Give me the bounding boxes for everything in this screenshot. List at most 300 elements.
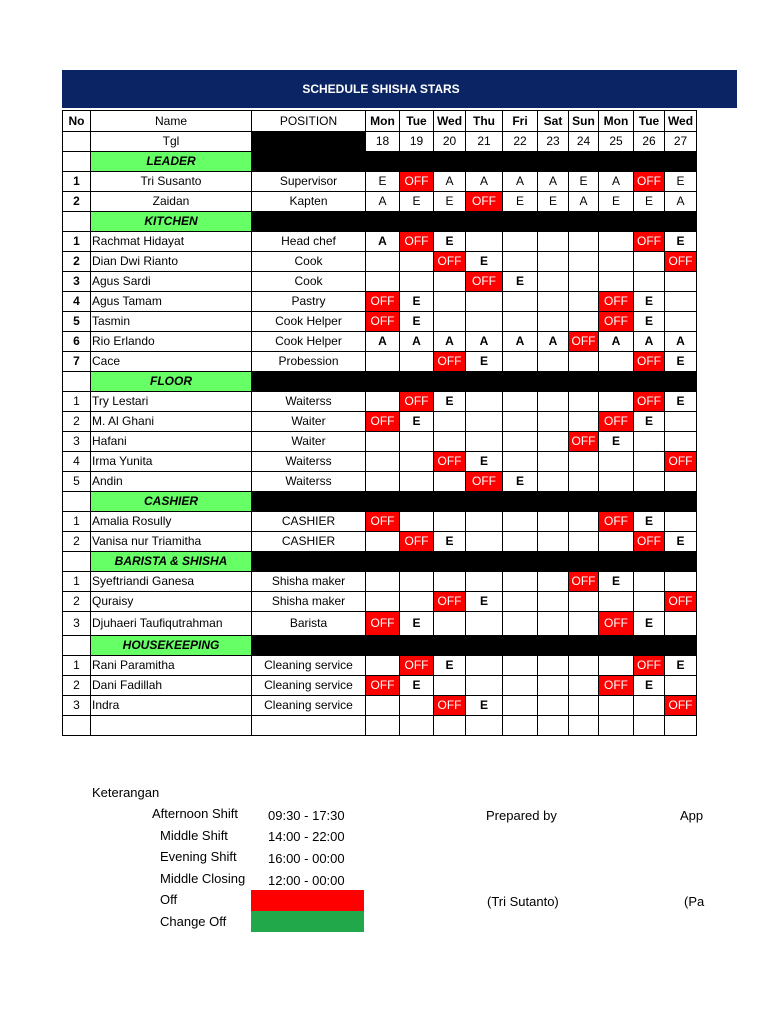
empty-cell [634, 716, 665, 736]
shift-cell [400, 452, 434, 472]
employee-row [63, 656, 697, 676]
shift-cell [466, 392, 503, 412]
empty-cell [466, 716, 503, 736]
shift-cell [366, 352, 400, 372]
shift-cell: OFF [466, 192, 503, 212]
header-day: Sat [538, 111, 569, 132]
employee-name: Tri Susanto [91, 172, 252, 192]
shift-cell: OFF [665, 452, 697, 472]
shift-cell: OFF [466, 472, 503, 492]
shift-cell [434, 272, 466, 292]
shift-cell: E [434, 232, 466, 252]
page-title: SCHEDULE SHISHA STARS [302, 82, 460, 96]
section-label: KITCHEN [91, 212, 252, 232]
shift-cell: OFF [599, 676, 634, 696]
shift-cell [400, 696, 434, 716]
off-color-swatch [251, 890, 364, 911]
section-header-row [63, 492, 697, 512]
shift-cell: OFF [366, 292, 400, 312]
employee-row [63, 612, 697, 636]
empty-cell [538, 716, 569, 736]
shift-cell: OFF [634, 352, 665, 372]
shift-cell [538, 272, 569, 292]
employee-no: 1 [63, 232, 91, 252]
shift-cell [569, 676, 599, 696]
shift-cell [466, 432, 503, 452]
shift-cell: E [599, 572, 634, 592]
shift-cell [503, 352, 538, 372]
employee-position: Probession [252, 352, 366, 372]
header-date: 24 [569, 132, 599, 152]
employee-name: Tasmin [91, 312, 252, 332]
shift-cell [466, 656, 503, 676]
section-label: LEADER [91, 152, 252, 172]
section-filler [252, 212, 697, 232]
shift-cell [599, 452, 634, 472]
shift-cell: OFF [366, 676, 400, 696]
employee-position: Shisha maker [252, 572, 366, 592]
shift-cell: OFF [400, 172, 434, 192]
shift-cell: OFF [434, 252, 466, 272]
shift-cell [503, 512, 538, 532]
shift-cell [503, 696, 538, 716]
change-off-label: Change Off [160, 914, 227, 929]
header-date: 23 [538, 132, 569, 152]
shift-cell [400, 512, 434, 532]
shift-cell [634, 432, 665, 452]
employee-row [63, 192, 697, 212]
shift-cell: OFF [366, 512, 400, 532]
shift-cell [599, 656, 634, 676]
shift-cell: A [634, 332, 665, 352]
shift-cell [538, 412, 569, 432]
shift-cell: OFF [665, 696, 697, 716]
empty-cell [569, 716, 599, 736]
employee-position: Shisha maker [252, 592, 366, 612]
shift-cell [538, 352, 569, 372]
section-filler [252, 372, 697, 392]
shift-cell [634, 252, 665, 272]
section-no-blank [63, 212, 91, 232]
empty-cell [366, 716, 400, 736]
shift-cell [538, 432, 569, 452]
shift-cell: OFF [434, 696, 466, 716]
shift-cell [634, 452, 665, 472]
shift-cell: E [434, 532, 466, 552]
employee-row [63, 512, 697, 532]
shift-cell: A [599, 332, 634, 352]
middle-shift-label: Middle Shift [160, 828, 228, 843]
shift-cell [434, 312, 466, 332]
shift-cell [434, 412, 466, 432]
shift-cell [434, 572, 466, 592]
shift-cell [634, 592, 665, 612]
shift-cell: E [503, 192, 538, 212]
employee-name: Try Lestari [91, 392, 252, 412]
employee-row [63, 292, 697, 312]
shift-cell [634, 272, 665, 292]
section-filler [252, 636, 697, 656]
section-header-row [63, 212, 697, 232]
shift-cell: E [665, 656, 697, 676]
shift-cell [503, 656, 538, 676]
shift-cell [538, 392, 569, 412]
section-label: HOUSEKEEPING [91, 636, 252, 656]
shift-cell [538, 452, 569, 472]
shift-cell: OFF [400, 656, 434, 676]
shift-cell: E [634, 412, 665, 432]
shift-cell [466, 532, 503, 552]
shift-cell: A [503, 332, 538, 352]
shift-cell: E [400, 612, 434, 636]
shift-cell [538, 472, 569, 492]
shift-cell [665, 412, 697, 432]
shift-cell [665, 472, 697, 492]
shift-cell [634, 572, 665, 592]
section-label: FLOOR [91, 372, 252, 392]
shift-cell: A [434, 332, 466, 352]
employee-position: Kapten [252, 192, 366, 212]
shift-cell: A [569, 192, 599, 212]
evening-shift-label: Evening Shift [160, 849, 237, 864]
employee-position: Head chef [252, 232, 366, 252]
shift-cell: A [400, 332, 434, 352]
employee-no: 3 [63, 696, 91, 716]
shift-cell: OFF [665, 592, 697, 612]
shift-cell: E [400, 312, 434, 332]
approved-by-label: App [680, 808, 704, 823]
header-date: 21 [466, 132, 503, 152]
employee-position: Cleaning service [252, 676, 366, 696]
shift-cell [538, 312, 569, 332]
shift-cell [366, 572, 400, 592]
shift-cell [400, 572, 434, 592]
shift-cell: E [665, 172, 697, 192]
employee-name: Rani Paramitha [91, 656, 252, 676]
employee-position: Barista [252, 612, 366, 636]
shift-cell: E [634, 192, 665, 212]
employee-no: 7 [63, 352, 91, 372]
evening-shift-time: 16:00 - 00:00 [268, 851, 345, 866]
shift-cell [503, 572, 538, 592]
employee-name: Rachmat Hidayat [91, 232, 252, 252]
shift-cell [503, 452, 538, 472]
employee-name: Hafani [91, 432, 252, 452]
shift-cell [569, 472, 599, 492]
shift-cell: OFF [634, 656, 665, 676]
section-no-blank [63, 152, 91, 172]
shift-cell: OFF [569, 332, 599, 352]
shift-cell [538, 656, 569, 676]
shift-cell: OFF [434, 592, 466, 612]
employee-position: Waiterss [252, 452, 366, 472]
shift-cell [538, 676, 569, 696]
section-label: BARISTA & SHISHA [91, 552, 252, 572]
shift-cell [634, 696, 665, 716]
employee-position: Cook [252, 272, 366, 292]
header-day: Mon [366, 111, 400, 132]
employee-no: 5 [63, 472, 91, 492]
employee-position: Waiterss [252, 392, 366, 412]
header-day: Wed [665, 111, 697, 132]
shift-cell [400, 472, 434, 492]
shift-cell: E [503, 272, 538, 292]
date-row-filler [252, 132, 366, 152]
shift-cell: A [538, 172, 569, 192]
shift-cell: A [538, 332, 569, 352]
shift-cell [538, 232, 569, 252]
header-day: Wed [434, 111, 466, 132]
shift-cell [665, 312, 697, 332]
shift-cell: E [634, 676, 665, 696]
shift-cell [538, 572, 569, 592]
employee-position: Waiterss [252, 472, 366, 492]
shift-cell [538, 696, 569, 716]
shift-cell [400, 352, 434, 372]
shift-cell [569, 512, 599, 532]
shift-cell: E [466, 452, 503, 472]
employee-row [63, 472, 697, 492]
shift-cell: E [569, 172, 599, 192]
shift-cell: A [466, 172, 503, 192]
employee-no: 4 [63, 292, 91, 312]
shift-cell: OFF [599, 512, 634, 532]
shift-cell: E [466, 592, 503, 612]
employee-no: 1 [63, 392, 91, 412]
shift-cell [466, 572, 503, 592]
employee-position: Cook Helper [252, 332, 366, 352]
header-day: Tue [634, 111, 665, 132]
shift-cell [503, 312, 538, 332]
shift-cell: E [634, 292, 665, 312]
empty-cell [665, 716, 697, 736]
shift-cell [538, 532, 569, 552]
employee-no: 2 [63, 592, 91, 612]
shift-cell: OFF [366, 412, 400, 432]
shift-cell [366, 252, 400, 272]
shift-cell: E [665, 352, 697, 372]
employee-position: Cook Helper [252, 312, 366, 332]
shift-cell [366, 592, 400, 612]
shift-cell [569, 612, 599, 636]
shift-cell: A [366, 332, 400, 352]
schedule-table [62, 110, 697, 736]
shift-cell [503, 412, 538, 432]
shift-cell [538, 592, 569, 612]
shift-cell: OFF [569, 572, 599, 592]
shift-cell: E [434, 192, 466, 212]
shift-cell [569, 696, 599, 716]
employee-row [63, 352, 697, 372]
employee-no: 1 [63, 656, 91, 676]
shift-cell [599, 472, 634, 492]
prepared-by-label: Prepared by [486, 808, 557, 823]
header-position: POSITION [252, 111, 366, 132]
employee-no: 2 [63, 192, 91, 212]
shift-cell: A [503, 172, 538, 192]
header-tgl: Tgl [91, 132, 252, 152]
employee-position: Waiter [252, 432, 366, 452]
employee-row [63, 232, 697, 252]
empty-cell [434, 716, 466, 736]
shift-cell: E [634, 512, 665, 532]
empty-cell [400, 716, 434, 736]
shift-cell [366, 432, 400, 452]
employee-name: Djuhaeri Taufiqutrahman [91, 612, 252, 636]
legend-heading: Keterangan [92, 785, 160, 800]
employee-no: 3 [63, 272, 91, 292]
employee-no: 2 [63, 532, 91, 552]
shift-cell: E [634, 312, 665, 332]
shift-cell [503, 676, 538, 696]
header-date: 20 [434, 132, 466, 152]
shift-cell [434, 512, 466, 532]
shift-cell [366, 532, 400, 552]
shift-cell [503, 232, 538, 252]
change-off-color-swatch [251, 911, 364, 932]
shift-cell [400, 592, 434, 612]
employee-row [63, 172, 697, 192]
shift-cell: OFF [400, 532, 434, 552]
employee-position: Supervisor [252, 172, 366, 192]
shift-cell: OFF [569, 432, 599, 452]
header-day: Mon [599, 111, 634, 132]
header-day: Sun [569, 111, 599, 132]
employee-name: Cace [91, 352, 252, 372]
header-name: Name [91, 111, 252, 132]
date-row [63, 132, 697, 152]
approved-by-name: (Pa [684, 894, 705, 909]
header-day: Tue [400, 111, 434, 132]
date-row-blank [63, 132, 91, 152]
header-date: 18 [366, 132, 400, 152]
middle-closing-time: 12:00 - 00:00 [268, 873, 345, 888]
shift-cell [599, 352, 634, 372]
shift-cell [665, 676, 697, 696]
section-header-row [63, 636, 697, 656]
shift-cell: A [665, 332, 697, 352]
shift-cell [503, 612, 538, 636]
employee-name: Irma Yunita [91, 452, 252, 472]
shift-cell [569, 232, 599, 252]
employee-name: Zaidan [91, 192, 252, 212]
shift-cell: A [366, 232, 400, 252]
afternoon-shift-label: Afternoon Shift [152, 806, 238, 821]
shift-cell [538, 252, 569, 272]
shift-cell: OFF [400, 392, 434, 412]
shift-cell: OFF [599, 292, 634, 312]
employee-position: Waiter [252, 412, 366, 432]
shift-cell: E [665, 392, 697, 412]
middle-shift-time: 14:00 - 22:00 [268, 829, 345, 844]
shift-cell [569, 272, 599, 292]
employee-no: 6 [63, 332, 91, 352]
employee-name: Agus Sardi [91, 272, 252, 292]
shift-cell: E [665, 532, 697, 552]
employee-name: Syeftriandi Ganesa [91, 572, 252, 592]
employee-name: Rio Erlando [91, 332, 252, 352]
section-header-row [63, 372, 697, 392]
shift-cell [466, 612, 503, 636]
shift-cell: E [366, 172, 400, 192]
section-label: CASHIER [91, 492, 252, 512]
employee-row [63, 572, 697, 592]
employee-row [63, 592, 697, 612]
employee-name: Vanisa nur Triamitha [91, 532, 252, 552]
header-date: 22 [503, 132, 538, 152]
shift-cell [599, 272, 634, 292]
shift-cell [434, 432, 466, 452]
header-row [63, 111, 697, 132]
shift-cell [503, 292, 538, 312]
shift-cell: OFF [599, 312, 634, 332]
employee-row [63, 312, 697, 332]
section-no-blank [63, 636, 91, 656]
shift-cell [599, 696, 634, 716]
shift-cell [569, 292, 599, 312]
off-label: Off [160, 892, 178, 907]
employee-no: 1 [63, 512, 91, 532]
shift-cell [466, 676, 503, 696]
shift-cell: OFF [366, 612, 400, 636]
shift-cell [599, 592, 634, 612]
shift-cell: E [599, 192, 634, 212]
employee-row [63, 532, 697, 552]
shift-cell [538, 512, 569, 532]
shift-cell [599, 392, 634, 412]
employee-row [63, 452, 697, 472]
shift-cell: E [434, 392, 466, 412]
shift-cell: OFF [634, 532, 665, 552]
shift-cell [599, 232, 634, 252]
shift-cell [366, 656, 400, 676]
employee-no: 2 [63, 676, 91, 696]
shift-cell: OFF [634, 172, 665, 192]
shift-cell [569, 592, 599, 612]
employee-row [63, 332, 697, 352]
employee-position: CASHIER [252, 532, 366, 552]
employee-no: 3 [63, 612, 91, 636]
shift-cell: E [434, 656, 466, 676]
shift-cell: E [400, 412, 434, 432]
shift-cell [434, 292, 466, 312]
section-filler [252, 492, 697, 512]
employee-position: Cleaning service [252, 696, 366, 716]
employee-name: Indra [91, 696, 252, 716]
shift-cell: OFF [434, 352, 466, 372]
shift-cell [503, 432, 538, 452]
shift-cell [665, 432, 697, 452]
employee-no: 1 [63, 572, 91, 592]
shift-cell [434, 676, 466, 696]
shift-cell [569, 412, 599, 432]
shift-cell [466, 512, 503, 532]
shift-cell: OFF [466, 272, 503, 292]
header-date: 19 [400, 132, 434, 152]
shift-cell: OFF [665, 252, 697, 272]
shift-cell [400, 432, 434, 452]
prepared-by-name: (Tri Sutanto) [487, 894, 559, 909]
employee-row [63, 432, 697, 452]
middle-closing-label: Middle Closing [160, 871, 246, 886]
empty-row [63, 716, 697, 736]
shift-cell [366, 696, 400, 716]
shift-cell: A [434, 172, 466, 192]
shift-cell: A [366, 192, 400, 212]
shift-cell [569, 352, 599, 372]
shift-cell [599, 532, 634, 552]
employee-name: Dian Dwi Rianto [91, 252, 252, 272]
